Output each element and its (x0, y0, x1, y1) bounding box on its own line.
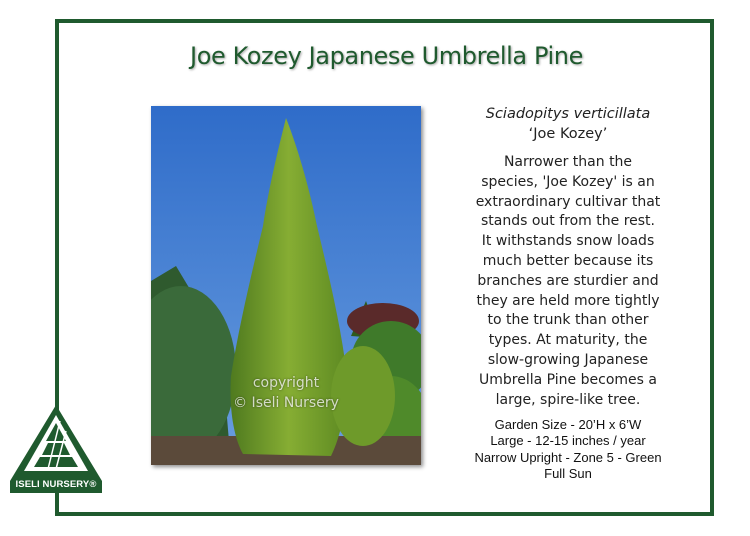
spec-growth-rate: Large - 12-15 inches / year (490, 433, 646, 449)
spec-garden-size: Garden Size - 20’H x 6’W (494, 417, 642, 432)
cultivar-name: ‘Joe Kozey’ (528, 126, 608, 142)
plant-specs (466, 417, 670, 482)
watermark-copyright: copyright (252, 375, 320, 391)
scientific-name: Sciadopitys verticillata (485, 106, 651, 122)
spec-exposure: Full Sun (544, 465, 592, 481)
plant-photo (151, 106, 421, 465)
logo-text: ISELI NURSERY® (15, 479, 97, 490)
spec-form: Narrow Upright - Zone 5 - Green (474, 449, 662, 465)
page-title: Joe Kozey Japanese Umbrella Pine (190, 42, 583, 70)
plant-description (474, 104, 662, 410)
description-text: Narrower than the species, 'Joe Kozey' is an extraordinary cultivar that stands out from the rest. It withstands snow loads much better because its branches are sturdier and they are held more tightly to the trunk than other types. At maturity, the slow-growing Japanese Umbrella Pine becomes a large, spire-like tree. (475, 154, 661, 408)
watermark-owner: © Iseli Nursery (233, 395, 339, 411)
